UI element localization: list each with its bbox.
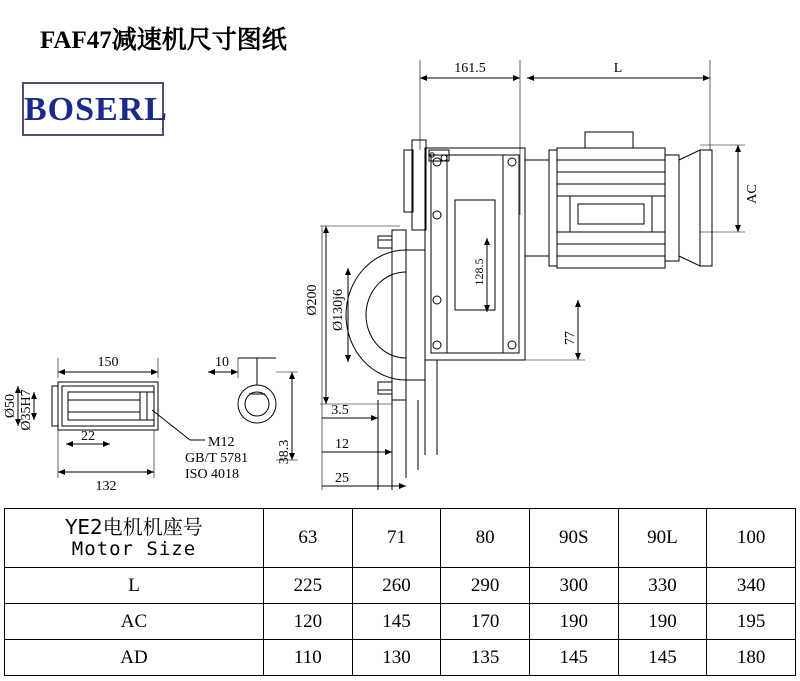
table-header-label-cn: YE2电机机座号 xyxy=(65,514,203,539)
cell-value: 135 xyxy=(441,640,530,676)
brand-logo: BOSERL xyxy=(24,91,168,128)
dim-38-3: 38.3 xyxy=(277,439,292,465)
dim-3-5: 3.5 xyxy=(331,403,349,418)
table-header-size: 90S xyxy=(529,509,618,568)
dim-10: 10 xyxy=(215,355,229,370)
table-header-label-en: Motor Size xyxy=(71,537,197,560)
cell-value: 330 xyxy=(618,568,707,604)
note-standard-iso: ISO 4018 xyxy=(185,467,240,482)
dim-total-length: L xyxy=(613,61,623,76)
note-standard-gb: GB/T 5781 xyxy=(185,451,249,466)
dim-12: 12 xyxy=(335,437,349,452)
cell-value: 145 xyxy=(618,640,707,676)
page-title: FAF47减速机尺寸图纸 xyxy=(40,27,287,54)
dim-center-height-inner: 128.5 xyxy=(472,258,486,286)
dim-150: 150 xyxy=(97,355,119,370)
row-label: L xyxy=(5,568,264,604)
dim-flange-pilot: Ø130j6 xyxy=(331,289,346,331)
dim-25: 25 xyxy=(335,471,349,486)
cell-value: 190 xyxy=(529,604,618,640)
cell-value: 120 xyxy=(264,604,353,640)
table-row xyxy=(5,604,796,640)
cell-value: 130 xyxy=(352,640,441,676)
cell-value: 180 xyxy=(707,640,796,676)
motor-size-table xyxy=(4,508,796,676)
cell-value: 260 xyxy=(352,568,441,604)
cell-value: 225 xyxy=(264,568,353,604)
table-header-size: 90L xyxy=(618,509,707,568)
cell-value: 145 xyxy=(529,640,618,676)
cell-value: 110 xyxy=(264,640,353,676)
note-thread: M12 xyxy=(208,435,235,450)
table-header-size: 71 xyxy=(352,509,441,568)
table-header-size: 80 xyxy=(441,509,530,568)
cell-value: 145 xyxy=(352,604,441,640)
table-header-size: 63 xyxy=(264,509,353,568)
dim-132: 132 xyxy=(95,479,117,494)
dim-22: 22 xyxy=(81,429,95,444)
dim-flange-outer: Ø200 xyxy=(305,284,320,316)
cell-value: 340 xyxy=(707,568,796,604)
table-header-row xyxy=(5,509,796,568)
cell-value: 300 xyxy=(529,568,618,604)
row-label: AC xyxy=(5,604,264,640)
table-header-size: 100 xyxy=(707,509,796,568)
table-row xyxy=(5,568,796,604)
dim-bore-50: Ø50 xyxy=(3,393,18,419)
cell-value: 195 xyxy=(707,604,796,640)
dim-bore-35h7: Ø35H7 xyxy=(19,389,34,431)
table-header-label xyxy=(5,509,264,568)
row-label: AD xyxy=(5,640,264,676)
table-row xyxy=(5,640,796,676)
dim-ac-height: AC xyxy=(745,184,760,204)
cell-value: 290 xyxy=(441,568,530,604)
dim-top-length: 161.5 xyxy=(454,61,486,76)
cell-value: 190 xyxy=(618,604,707,640)
dim-77: 77 xyxy=(563,331,578,345)
cell-value: 170 xyxy=(441,604,530,640)
